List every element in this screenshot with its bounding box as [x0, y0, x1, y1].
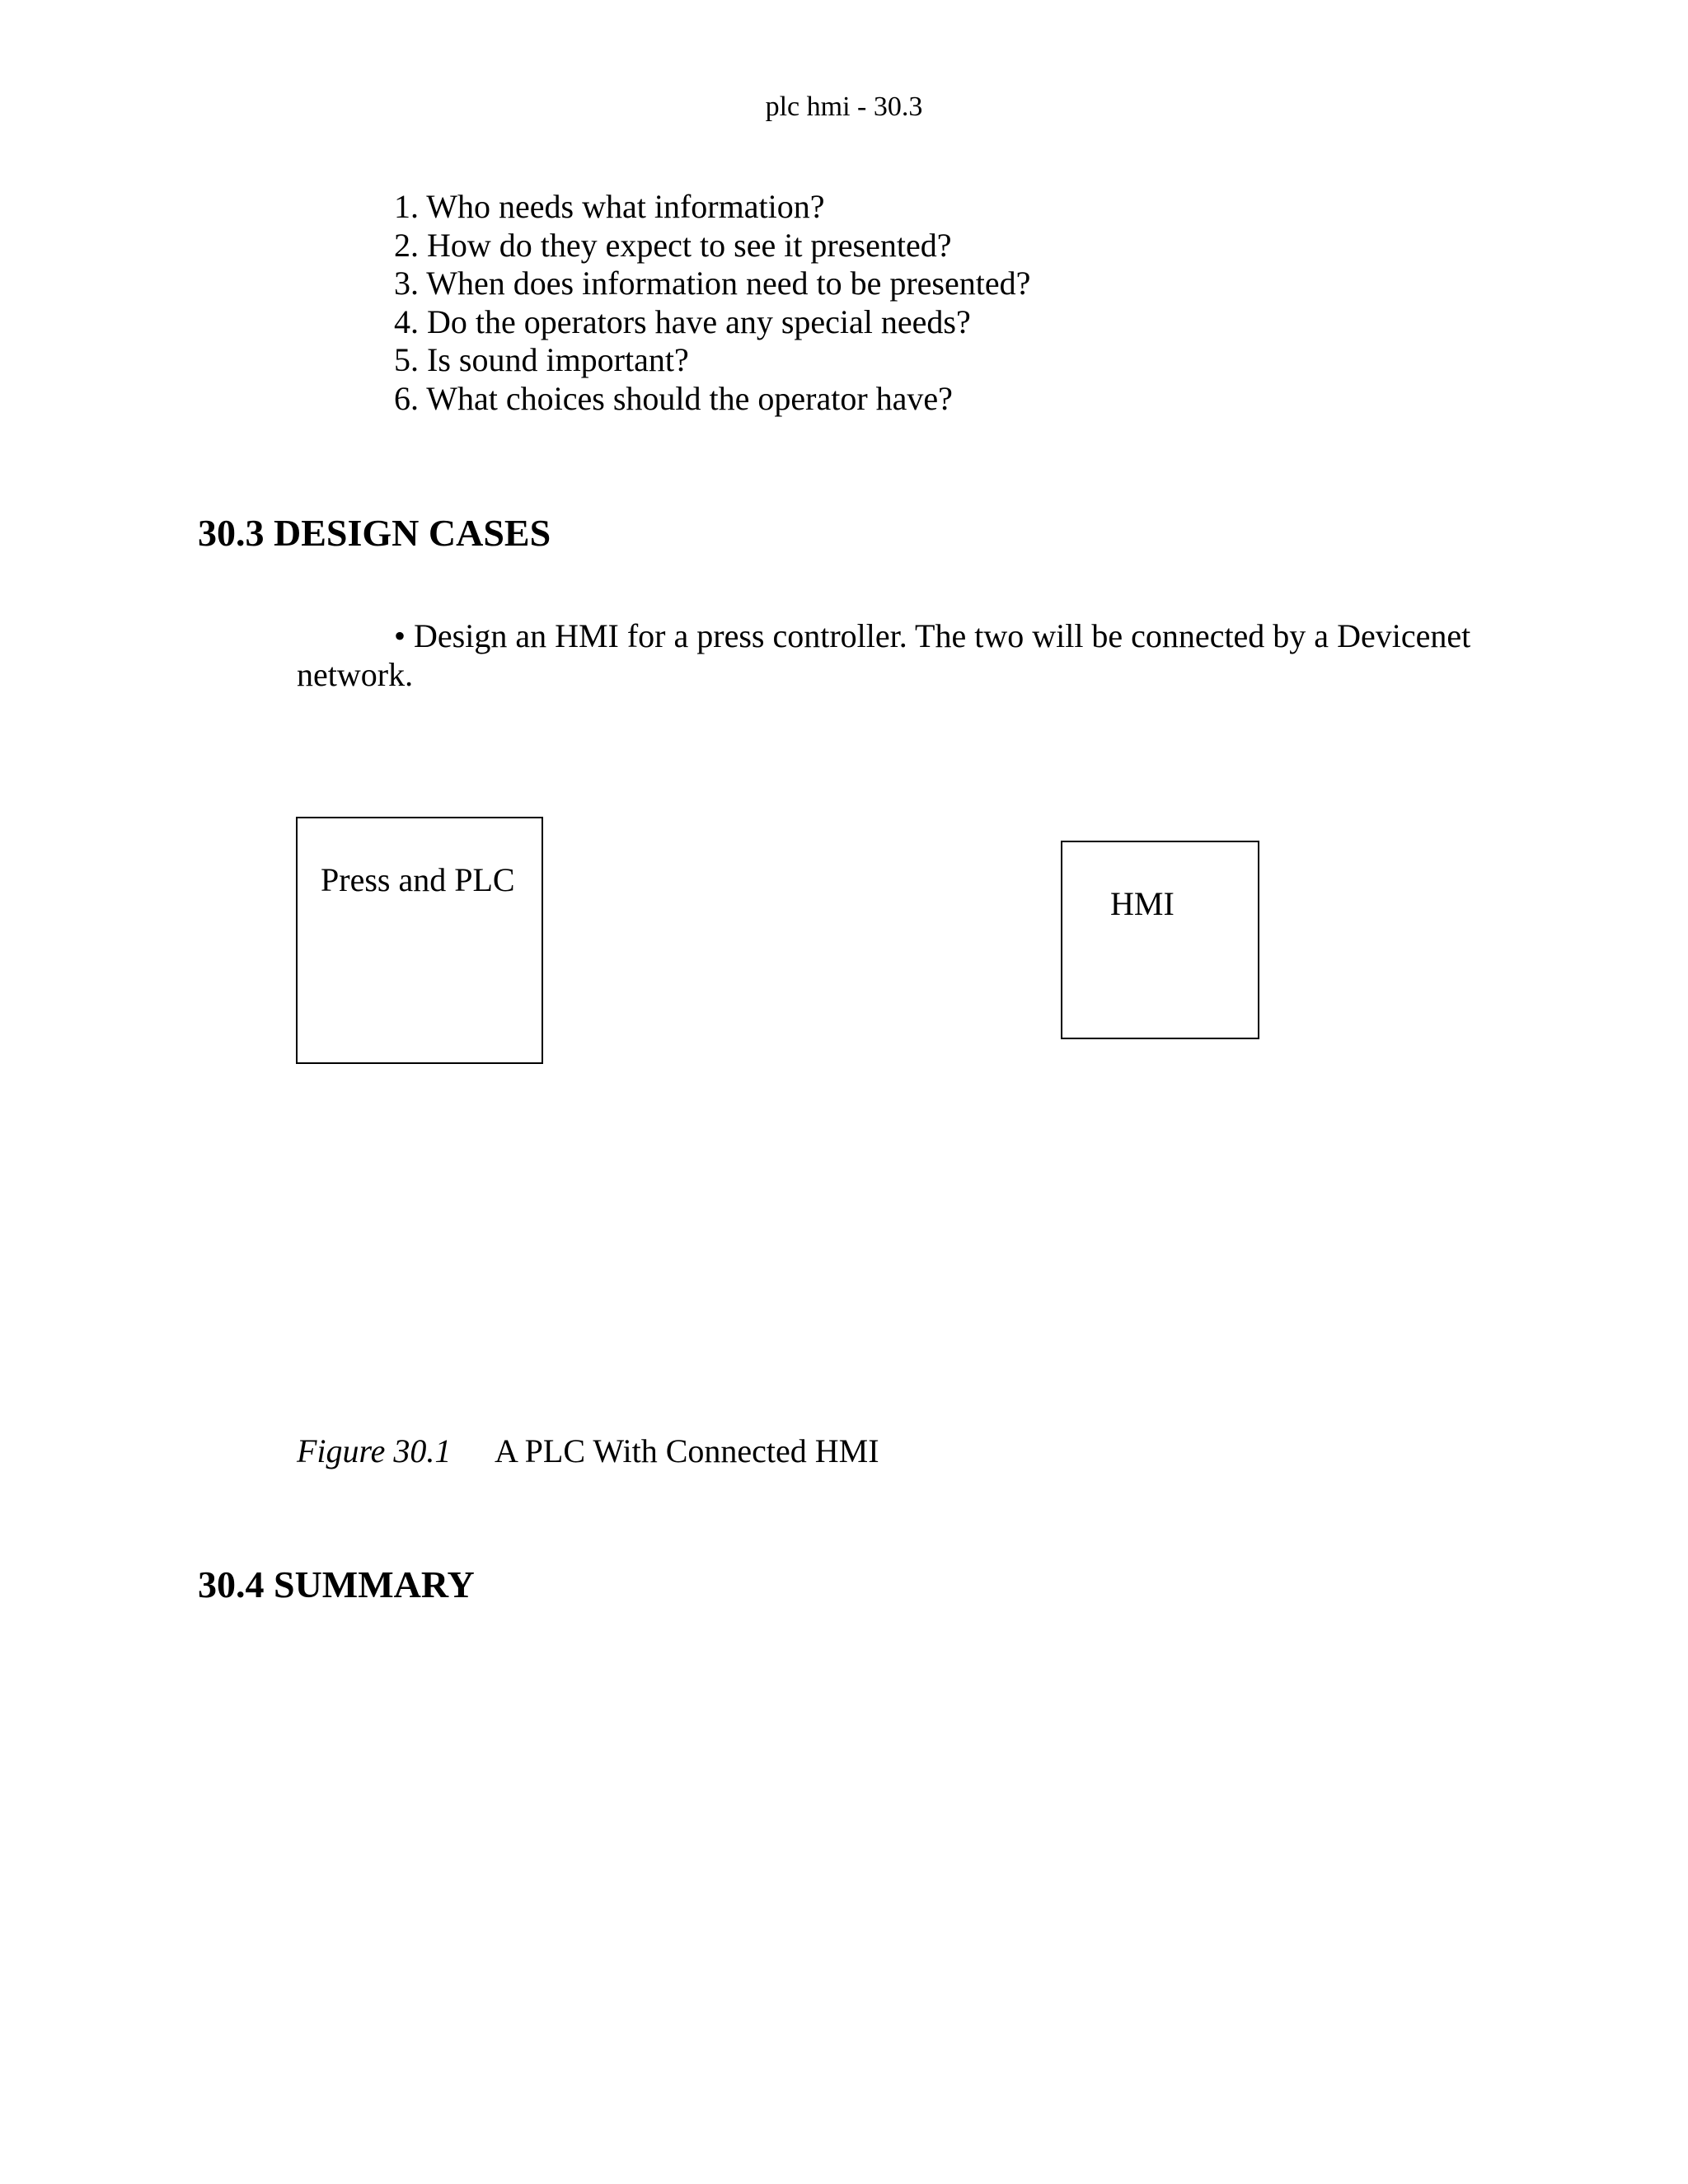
question-item: 2. How do they expect to see it presented? [394, 226, 952, 264]
hmi-box [1061, 841, 1259, 1039]
question-item: 3. When does information need to be presented? [394, 265, 1031, 302]
hmi-label: HMI [1110, 885, 1175, 922]
section-heading-summary: 30.4 SUMMARY [198, 1563, 475, 1605]
figure-caption-text: A PLC With Connected HMI [495, 1432, 879, 1469]
press-plc-box [296, 817, 543, 1064]
question-list [394, 188, 1030, 418]
design-case-bullet: • Design an HMI for a press controller. The two will be connected by a Devicenet network. [297, 617, 1471, 693]
question-item: 6. What choices should the operator have? [394, 379, 953, 417]
section-heading-design-cases: 30.3 DESIGN CASES [198, 512, 551, 554]
question-item: 1. Who needs what information? [394, 188, 825, 225]
question-item: 4. Do the operators have any special needs? [394, 302, 971, 340]
figure-caption [297, 1432, 879, 1470]
page-header: plc hmi - 30.3 [765, 91, 923, 122]
press-plc-label: Press and PLC [321, 861, 515, 898]
question-item: 5. Is sound important? [394, 341, 689, 378]
figure-number: Figure 30.1 [297, 1432, 452, 1469]
